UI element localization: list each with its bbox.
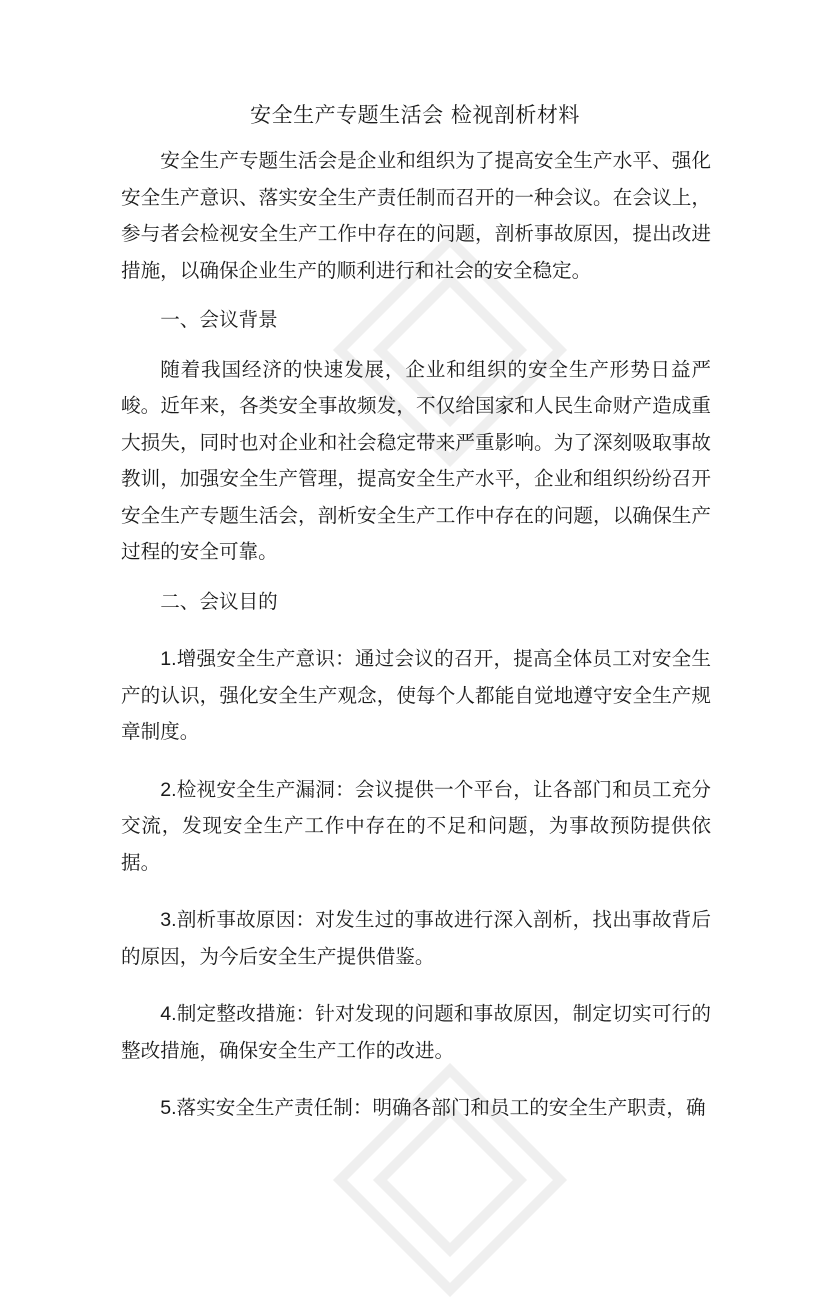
list-item-text: 增强安全生产意识：通过会议的召开，提高全体员工对安全生产的认识，强化安全生产观念，使每个人都能自觉地遵守安全生产规章制度。 <box>121 647 711 743</box>
list-item-text: 剖析事故原因：对发生过的事故进行深入剖析，找出事故背后的原因，为今后安全生产提供借鉴。 <box>121 908 711 968</box>
intro-paragraph: 安全生产专题生活会是企业和组织为了提高安全生产水平、强化安全生产意识、落实安全生产责任制而召开的一种会议。在会议上，参与者会检视安全生产工作中存在的问题，剖析事故原因，提出改进措施，以确保企业生产的顺利进行和社会的安全稳定。 <box>121 149 711 282</box>
background-paragraph: 随着我国经济的快速发展，企业和组织的安全生产形势日益严峻。近年来，各类安全事故频发，不仅给国家和人民生命财产造成重大损失，同时也对企业和社会稳定带来严重影响。为了深刻吸取事故教训，加强安全生产管理，提高安全生产水平，企业和组织纷纷召开安全生产专题生活会，剖析安全生产工作中存在的问题，以确保生产过程的安全可靠。 <box>121 357 711 563</box>
section-heading-background: 一、会议背景 <box>160 308 278 331</box>
list-item-text: 落实安全生产责任制：明确各部门和员工的安全生产职责，确 <box>176 1096 706 1119</box>
section-heading-purpose: 二、会议目的 <box>160 589 278 613</box>
list-item <box>121 772 711 882</box>
list-item <box>121 1090 711 1127</box>
list-item-number: 4. <box>160 1003 177 1025</box>
list-item-number: 2. <box>160 778 177 801</box>
page-title: 安全生产专题生活会 检视剖析材料 <box>250 103 580 127</box>
list-item <box>121 641 711 751</box>
list-item-number: 3. <box>160 909 177 931</box>
list-item <box>121 902 711 975</box>
list-item-number: 1. <box>160 648 177 670</box>
list-item-text: 制定整改措施：针对发现的问题和事故原因，制定切实可行的整改措施，确保安全生产工作的改进。 <box>121 1002 711 1062</box>
document-body <box>121 143 711 1127</box>
list-item-number: 5. <box>160 1097 177 1119</box>
list-item-text: 检视安全生产漏洞：会议提供一个平台，让各部门和员工充分交流，发现安全生产工作中存在的不足和问题，为事故预防提供依据。 <box>121 777 711 874</box>
list-item <box>121 996 711 1069</box>
